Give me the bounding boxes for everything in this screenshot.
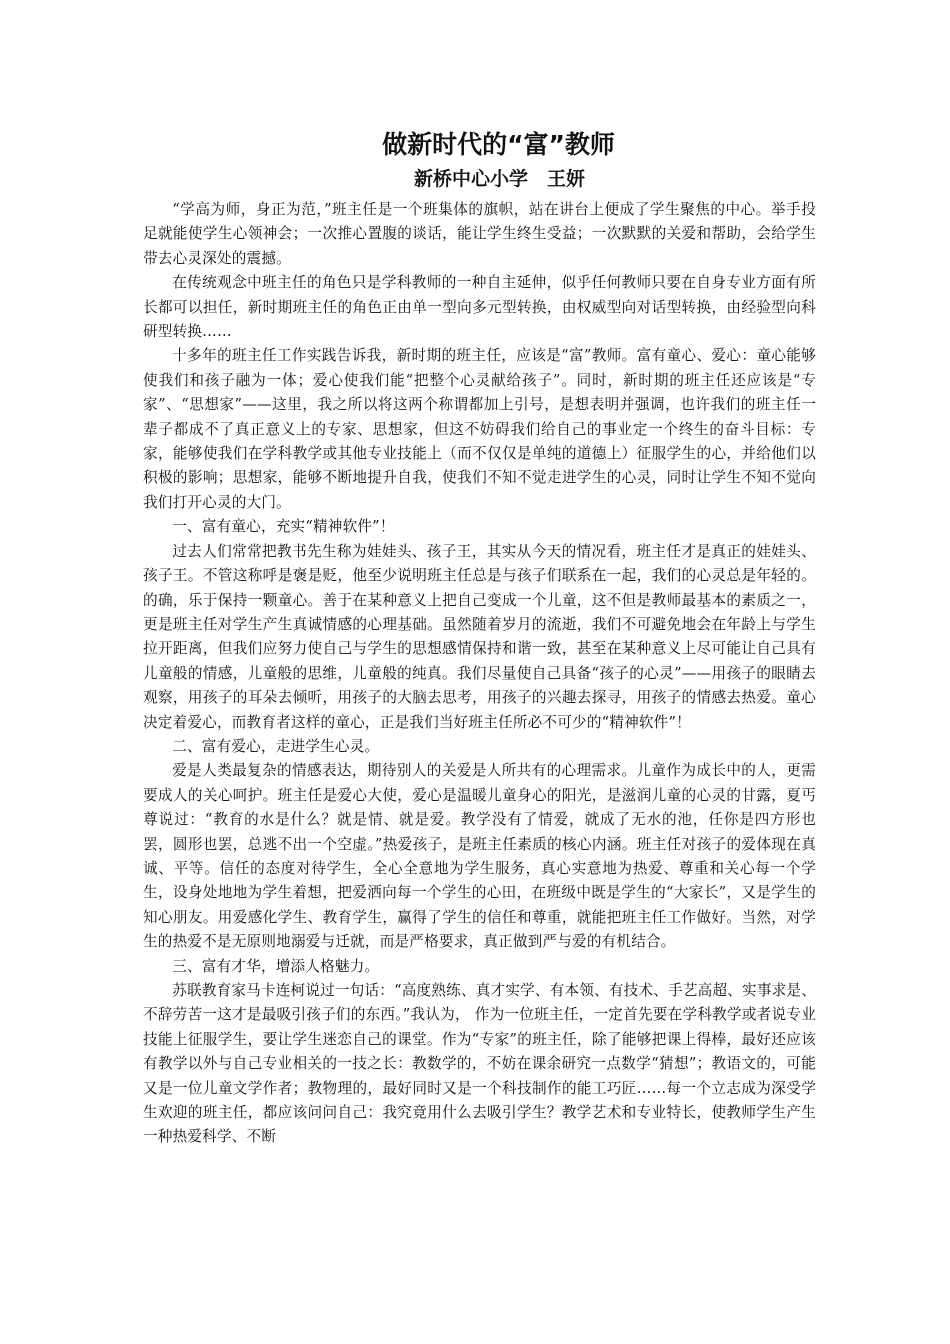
paragraph: 十多年的班主任工作实践告诉我，新时期的班主任，应该是“富”教师。富有童心、爱心：童心能够使我们和孩子融为一体；爱心使我们能“把整个心灵献给孩子”。同时，新时期的班主任还应该是“专家”、“思想家”——这里，我之所以将这两个称谓都加上引号，是想表明并强调，也许我们的班主任一辈子都成不了真正意义上的专家、思想家，但这不妨碍我们给自己的事业定一个终生的奋斗目标：专家，能够使我们在学科教学或其他专业技能上（而不仅仅是单纯的道德上）征服学生的心，并给他们以积极的影响；思想家，能够不断地提升自我，使我们不知不觉走进学生的心灵，同时让学生不知不觉向我们打开心灵的大门。 bbox=[143, 347, 816, 511]
paragraph: “学高为师，身正为范，”班主任是一个班集体的旗帜，站在讲台上便成了学生聚焦的中心。举手投足就能使学生心领神会；一次推心置腹的谈话，能让学生终生受益；一次默默的关爱和帮助，会给学生带去心灵深处的震撼。 bbox=[143, 201, 816, 267]
paragraph: 过去人们常常把教书先生称为娃娃头、孩子王，其实从今天的情况看，班主任才是真正的娃娃头、孩子王。不管这称呼是褒是贬，他至少说明班主任总是与孩子们联系在一起，我们的心灵总是年轻的。的确，乐于保持一颗童心。善于在某种意义上把自己变成一个儿童，这不但是教师最基本的素质之一，更是班主任对学生产生真诚情感的心理基础。虽然随着岁月的流逝，我们不可避免地会在年龄上与学生拉开距离，但我们应努力使自己与学生的思想感情保持和谐一致，甚至在某种意义上尽可能让自己具有儿童般的情感，儿童般的思维，儿童般的纯真。我们尽量使自己具备“孩子的心灵”——用孩子的眼睛去观察，用孩子的耳朵去倾听，用孩子的大脑去思考，用孩子的兴趣去探寻，用孩子的情感去热爱。童心决定着爱心，而教育者这样的童心，正是我们当好班主任所必不可少的“精神软件”！ bbox=[143, 542, 816, 731]
paragraph: 在传统观念中班主任的角色只是学科教师的一种自主延伸，似乎任何教师只要在自身专业方面有所长都可以担任，新时期班主任的角色正由单一型向多元型转换，由权威型向对话型转换，由经验型向科研型转换…… bbox=[143, 274, 816, 341]
page-title: 做新时代的“富”教师 bbox=[382, 130, 615, 159]
section-heading: 二、富有爱心，走进学生心灵。 bbox=[172, 737, 380, 755]
author-line: 新桥中心小学 王妍 bbox=[413, 168, 585, 190]
section-heading: 三、富有才华，增添人格魅力。 bbox=[172, 957, 380, 975]
article-body bbox=[143, 198, 816, 1150]
paragraph: 苏联教育家马卡连柯说过一句话：“高度熟练、真才实学、有本领、有技术、手艺高超、实事求是、不辞劳苦一这才是最吸引孩子们的东西。”我认为， 作为一位班主任，一定首先要在学科教学或者说专业技能上征服学生，要让学生迷恋自己的课堂。作为“专家”的班主任，除了能够把课上得棒，最好还应该有教学以外与自己专业相关的一技之长：教数学的，不妨在课余研究一点数学“猜想”；教语文的，可能又是一位儿童文学作者；教物理的，最好同时又是一个科技制作的能工巧匠……每一个立志成为深受学生欢迎的班主任，都应该问问自己：我究竟用什么去吸引学生？教学艺术和专业特长，使教师学生产生一种热爱科学、不断 bbox=[143, 982, 816, 1146]
section-heading: 一、富有童心，充实“精神软件”！ bbox=[172, 518, 395, 536]
paragraph: 爱是人类最复杂的情感表达，期待别人的关爱是人所共有的心理需求。儿童作为成长中的人，更需要成人的关心呵护。班主任是爱心大使，爱心是温暖儿童身心的阳光，是滋润儿童的心灵的甘露，夏丐尊说过：“教育的水是什么？就是情、就是爱。教学没有了情爱，就成了无水的池，任你是四方形也罢，圆形也罢，总逃不出一个空虚。”热爱孩子，是班主任素质的核心内涵。班主任对孩子的爱体现在真诚、平等。信任的态度对待学生，全心全意地为学生服务，真心实意地为热爱、尊重和关心每一个学生，设身处地地为学生着想，把爱洒向每一个学生的心田，在班级中既是学生的“大家长”，又是学生的知心朋友。用爱感化学生、教育学生，赢得了学生的信任和尊重，就能把班主任工作做好。当然，对学生的热爱不是无原则地溺爱与迁就，而是严格要求，真正做到严与爱的有机结合。 bbox=[143, 762, 816, 951]
